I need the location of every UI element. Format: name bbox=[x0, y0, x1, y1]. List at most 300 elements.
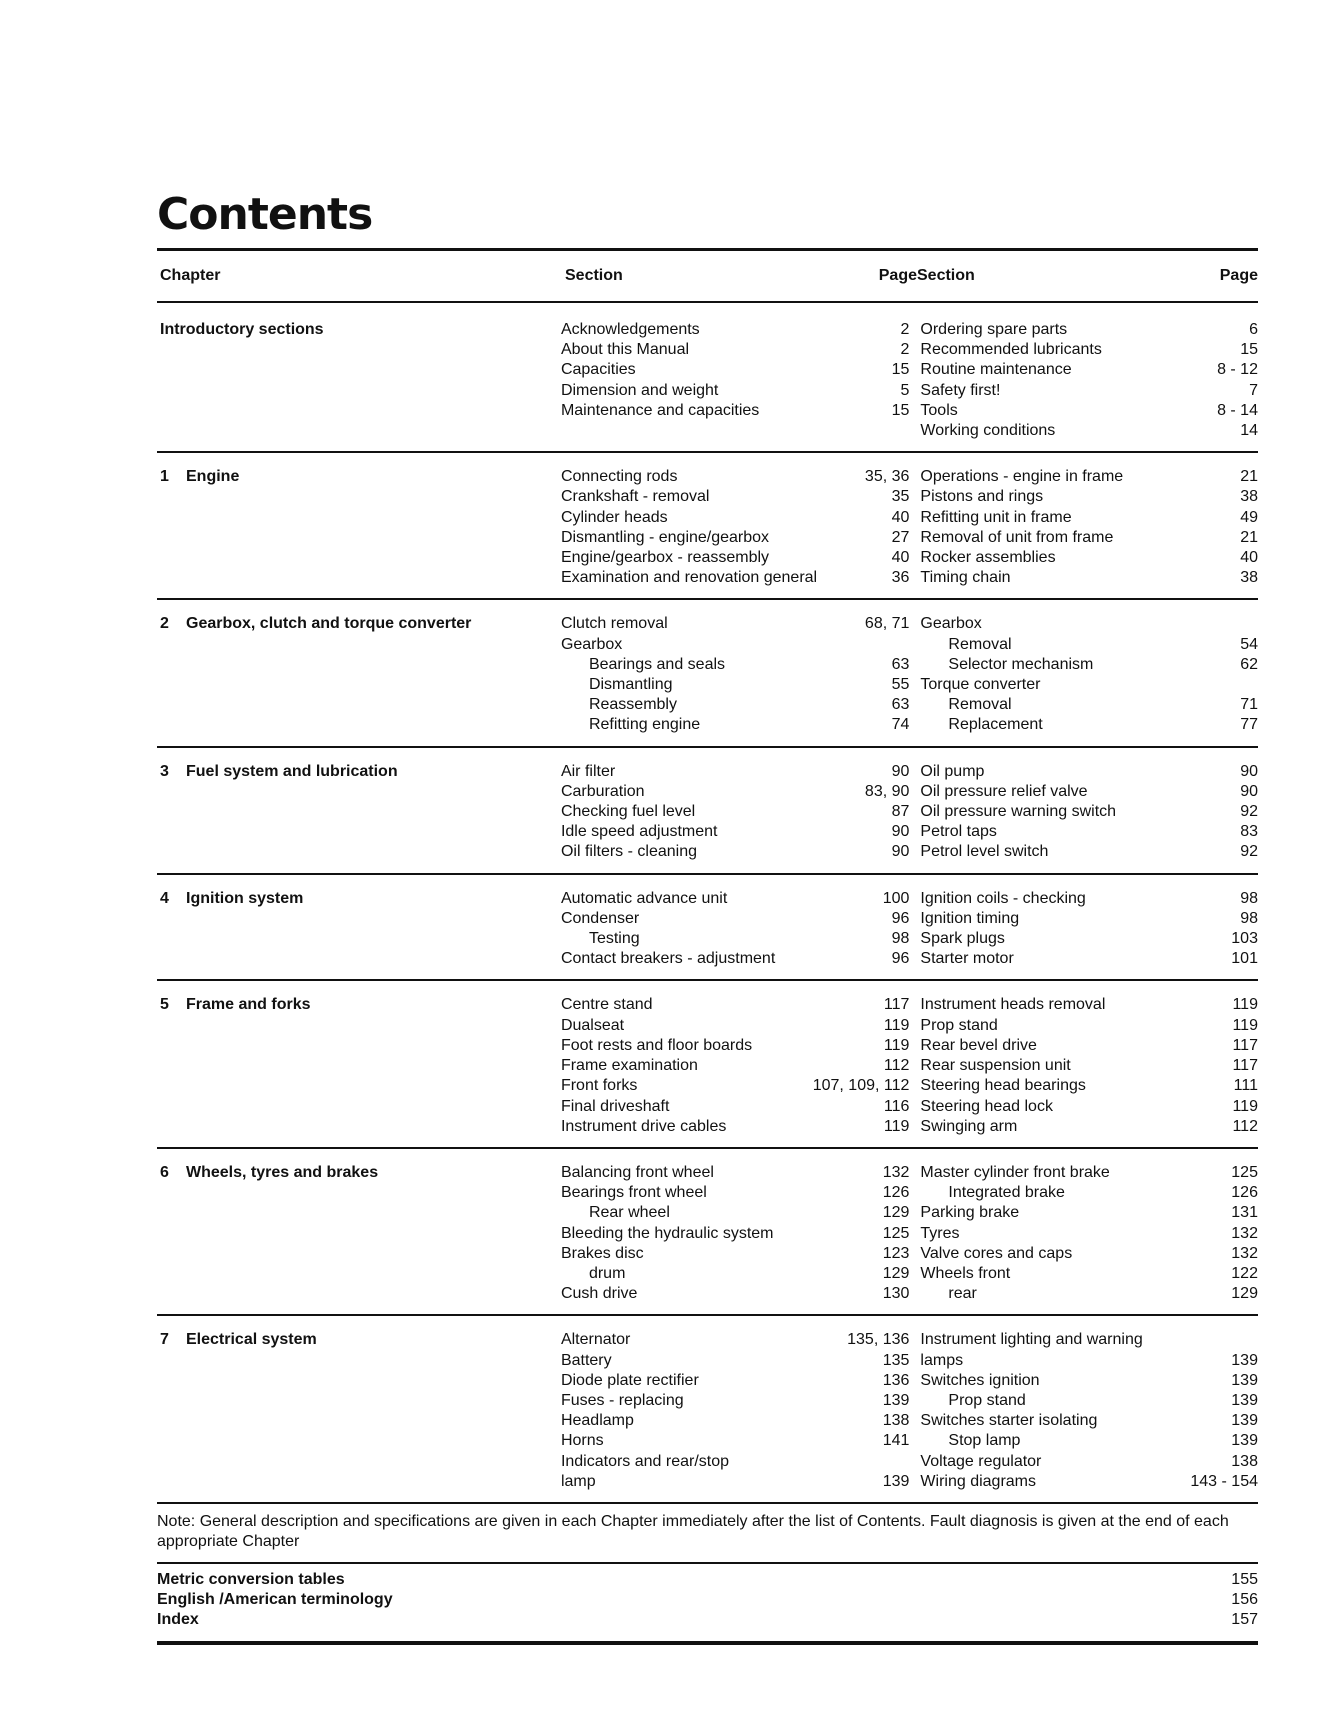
toc-entry[interactable] bbox=[561, 655, 909, 675]
entry-page: 98 bbox=[1240, 909, 1258, 927]
entry-label: Removal bbox=[948, 635, 1012, 653]
toc-entry[interactable] bbox=[920, 889, 1258, 909]
section-list-left bbox=[561, 320, 909, 441]
entry-page: 21 bbox=[1240, 468, 1258, 486]
entry-label: Battery bbox=[560, 1351, 612, 1369]
entry-page: 8 - 12 bbox=[1217, 361, 1258, 379]
entry-page: 49 bbox=[1240, 508, 1258, 526]
entry-label: Petrol taps bbox=[920, 823, 997, 841]
entry-label: Gearbox bbox=[560, 635, 623, 653]
chapter-section bbox=[157, 875, 1258, 982]
entry-label: Capacities bbox=[560, 361, 636, 379]
entry-label: Cush drive bbox=[560, 1285, 638, 1303]
entry-page: 132 bbox=[1231, 1244, 1258, 1262]
entry-page: 135, 136 bbox=[847, 1331, 910, 1349]
entry-label: Rear suspension unit bbox=[920, 1057, 1071, 1075]
entry-label: rear bbox=[948, 1285, 977, 1303]
entry-label: Operations - engine in frame bbox=[920, 468, 1124, 486]
toc-entry[interactable] bbox=[561, 487, 909, 507]
entry-page: 116 bbox=[883, 1097, 910, 1115]
entry-page: 5 bbox=[900, 381, 910, 399]
entry-page: 135 bbox=[882, 1351, 910, 1369]
chapter-section bbox=[157, 1149, 1258, 1316]
toc-entry[interactable] bbox=[920, 949, 1258, 969]
toc-entry[interactable] bbox=[561, 762, 909, 782]
toc-entry[interactable] bbox=[920, 1036, 1258, 1056]
toc-entry[interactable] bbox=[920, 548, 1258, 568]
entry-label: About this Manual bbox=[560, 341, 690, 359]
toc-entry[interactable] bbox=[920, 1452, 1258, 1472]
toc-entry[interactable] bbox=[561, 528, 909, 548]
toc-entry[interactable] bbox=[561, 614, 909, 634]
entry-label: Parking brake bbox=[920, 1204, 1020, 1222]
entry-page: 111 bbox=[1233, 1077, 1258, 1095]
chapter-name: Wheels, tyres and brakes bbox=[186, 1163, 379, 1181]
toc-entry[interactable] bbox=[920, 1472, 1258, 1492]
chapter-title bbox=[157, 1163, 561, 1304]
toc-entry[interactable] bbox=[920, 1330, 1258, 1350]
section-list-right bbox=[909, 995, 1258, 1136]
toc-entry[interactable] bbox=[561, 1244, 909, 1264]
entry-label: Dimension and weight bbox=[560, 381, 719, 399]
appendix-label: Metric conversion tables bbox=[157, 1570, 345, 1588]
toc-entry[interactable] bbox=[920, 929, 1258, 949]
entry-page: 8 - 14 bbox=[1217, 401, 1258, 419]
toc-entry[interactable] bbox=[920, 1391, 1258, 1411]
entry-label: Final driveshaft bbox=[560, 1097, 670, 1115]
entry-page: 129 bbox=[1231, 1285, 1258, 1303]
entry-page: 112 bbox=[883, 1057, 910, 1075]
toc-entry[interactable] bbox=[920, 802, 1258, 822]
toc-entry[interactable] bbox=[561, 360, 909, 380]
entry-page: 71 bbox=[1240, 696, 1258, 714]
entry-page: 138 bbox=[1231, 1452, 1258, 1470]
entry-label: Removal bbox=[948, 696, 1012, 714]
header-section-left: Section bbox=[565, 267, 623, 284]
entry-page: 35 bbox=[891, 488, 910, 506]
toc-entry[interactable] bbox=[561, 1431, 909, 1451]
entry-label: Recommended lubricants bbox=[920, 341, 1102, 359]
toc-entry[interactable] bbox=[920, 995, 1258, 1015]
toc-entry[interactable] bbox=[920, 655, 1258, 675]
entry-label: Voltage regulator bbox=[920, 1452, 1042, 1470]
entry-page: 107, 109, 112 bbox=[812, 1077, 910, 1095]
entry-page: 123 bbox=[882, 1244, 910, 1262]
section-list-right bbox=[909, 762, 1258, 863]
toc-entry[interactable] bbox=[920, 528, 1258, 548]
entry-page: 92 bbox=[1240, 843, 1258, 861]
entry-page: 68, 71 bbox=[864, 615, 910, 633]
toc-entry[interactable] bbox=[920, 381, 1258, 401]
entry-page: 87 bbox=[891, 803, 910, 821]
entry-label: Maintenance and capacities bbox=[560, 401, 760, 419]
appendix-entry[interactable] bbox=[157, 1590, 1258, 1610]
entry-label: Engine/gearbox - reassembly bbox=[560, 549, 770, 567]
chapter-title bbox=[157, 995, 561, 1136]
toc-entry[interactable] bbox=[920, 1076, 1258, 1096]
toc-entry[interactable] bbox=[561, 1117, 909, 1137]
entry-label: Balancing front wheel bbox=[560, 1163, 714, 1181]
section-list-left bbox=[561, 1163, 909, 1304]
entry-label: Bleeding the hydraulic system bbox=[560, 1224, 774, 1242]
toc-entry[interactable] bbox=[561, 1183, 909, 1203]
entry-label: Alternator bbox=[560, 1331, 631, 1349]
entry-label: Acknowledgements bbox=[560, 321, 700, 338]
toc-entry[interactable] bbox=[561, 909, 909, 929]
entry-label: Working conditions bbox=[920, 422, 1056, 440]
entry-page: 138 bbox=[882, 1412, 910, 1430]
toc-entry[interactable] bbox=[920, 1264, 1258, 1284]
toc-entry[interactable] bbox=[561, 568, 909, 588]
toc-entry[interactable] bbox=[920, 715, 1258, 735]
toc-entry[interactable] bbox=[920, 320, 1258, 340]
entry-label: Steering head lock bbox=[920, 1097, 1053, 1115]
appendix-page: 156 bbox=[1231, 1591, 1258, 1609]
entry-page: 63 bbox=[891, 696, 910, 714]
entry-page: 38 bbox=[1240, 569, 1258, 587]
entry-label: Timing chain bbox=[920, 569, 1011, 587]
toc-entry[interactable] bbox=[920, 1016, 1258, 1036]
toc-entry[interactable] bbox=[561, 1371, 909, 1391]
entry-page: 14 bbox=[1240, 422, 1258, 440]
toc-entry[interactable] bbox=[561, 995, 909, 1015]
entry-label: lamps bbox=[920, 1351, 964, 1369]
toc-entry[interactable] bbox=[561, 1036, 909, 1056]
entry-label: Cylinder heads bbox=[560, 508, 668, 526]
entry-label: Master cylinder front brake bbox=[920, 1163, 1110, 1181]
entry-page: 90 bbox=[891, 823, 910, 841]
toc-entry[interactable] bbox=[561, 1056, 909, 1076]
entry-label: Oil filters - cleaning bbox=[560, 843, 697, 861]
entry-page: 90 bbox=[891, 843, 910, 861]
entry-label: Clutch removal bbox=[560, 615, 668, 633]
toc-entry[interactable] bbox=[561, 1411, 909, 1431]
chapter-title bbox=[157, 1330, 561, 1492]
toc-entry[interactable] bbox=[920, 675, 1258, 695]
appendix-label: Index bbox=[157, 1611, 199, 1629]
chapter-section bbox=[157, 981, 1258, 1148]
section-list-right bbox=[909, 1163, 1258, 1304]
entry-page: 98 bbox=[1240, 889, 1258, 907]
entry-page: 119 bbox=[1232, 996, 1258, 1014]
toc-entry[interactable] bbox=[920, 822, 1258, 842]
toc-entry[interactable] bbox=[920, 421, 1258, 441]
entry-label: Starter motor bbox=[920, 950, 1014, 968]
entry-page: 15 bbox=[1240, 341, 1258, 359]
entry-label: Rear wheel bbox=[588, 1204, 670, 1222]
entry-label: Switches ignition bbox=[920, 1371, 1040, 1389]
toc-entry[interactable] bbox=[920, 1244, 1258, 1264]
entry-label: Connecting rods bbox=[560, 468, 678, 486]
toc-entry[interactable] bbox=[561, 889, 909, 909]
entry-page: 119 bbox=[1232, 1097, 1258, 1115]
entry-label: Contact breakers - adjustment bbox=[560, 950, 776, 968]
toc-entry[interactable] bbox=[561, 467, 909, 487]
toc-entry[interactable] bbox=[920, 467, 1258, 487]
entry-label: Stop lamp bbox=[948, 1432, 1021, 1450]
entry-label: Oil pressure warning switch bbox=[920, 803, 1117, 821]
toc-entry[interactable] bbox=[920, 401, 1258, 421]
entry-page: 139 bbox=[1231, 1412, 1258, 1430]
entry-page: 92 bbox=[1240, 803, 1258, 821]
entry-page: 103 bbox=[1231, 930, 1258, 948]
toc-entry[interactable] bbox=[561, 822, 909, 842]
entry-label: Crankshaft - removal bbox=[560, 488, 710, 506]
entry-page: 126 bbox=[1231, 1184, 1258, 1202]
entry-label: Spark plugs bbox=[920, 930, 1005, 948]
entry-page: 139 bbox=[1231, 1371, 1258, 1389]
entry-label: Swinging arm bbox=[920, 1117, 1018, 1135]
appendix-list bbox=[157, 1564, 1258, 1641]
entry-label: Oil pressure relief valve bbox=[920, 782, 1088, 800]
toc-entry[interactable] bbox=[920, 1351, 1258, 1371]
entry-page: 7 bbox=[1249, 381, 1258, 399]
entry-page: 117 bbox=[1232, 1057, 1258, 1075]
toc-entry[interactable] bbox=[920, 360, 1258, 380]
section-list-right bbox=[909, 1330, 1258, 1492]
entry-page: 40 bbox=[891, 549, 910, 567]
toc-entry[interactable] bbox=[561, 802, 909, 822]
entry-page: 54 bbox=[1240, 635, 1258, 653]
appendix-page: 155 bbox=[1231, 1570, 1258, 1588]
toc-entry[interactable] bbox=[561, 508, 909, 528]
entry-page: 143 - 154 bbox=[1190, 1472, 1258, 1490]
entry-page: 27 bbox=[891, 528, 910, 546]
bottom-rule bbox=[157, 1641, 1258, 1645]
entry-label: Dismantling - engine/gearbox bbox=[560, 528, 770, 546]
entry-label: Reassembly bbox=[588, 696, 677, 714]
entry-label: Selector mechanism bbox=[948, 655, 1094, 673]
toc-entry[interactable] bbox=[561, 929, 909, 949]
chapter-title bbox=[157, 762, 561, 863]
toc-entry[interactable] bbox=[561, 695, 909, 715]
entry-page: 83 bbox=[1240, 823, 1258, 841]
toc-entry[interactable] bbox=[920, 1097, 1258, 1117]
section-list-left bbox=[561, 614, 909, 735]
entry-page: 139 bbox=[882, 1472, 910, 1490]
toc-entry[interactable] bbox=[561, 1076, 909, 1096]
toc-entry[interactable] bbox=[920, 635, 1258, 655]
toc-entry[interactable] bbox=[920, 1284, 1258, 1304]
entry-label: Petrol level switch bbox=[920, 843, 1049, 861]
toc-entry[interactable] bbox=[920, 1163, 1258, 1183]
section-list-right bbox=[909, 889, 1258, 970]
entry-label: Horns bbox=[560, 1432, 604, 1450]
entry-label: Ignition timing bbox=[920, 909, 1020, 927]
entry-page: 139 bbox=[1231, 1432, 1258, 1450]
entry-label: Gearbox bbox=[920, 615, 982, 633]
toc-entry[interactable] bbox=[920, 842, 1258, 862]
toc-entry[interactable] bbox=[920, 568, 1258, 588]
entry-label: Tyres bbox=[920, 1224, 960, 1242]
appendix-entry[interactable] bbox=[157, 1570, 1258, 1590]
toc-entry[interactable] bbox=[561, 548, 909, 568]
toc-entry[interactable] bbox=[920, 614, 1258, 634]
entry-label: Carburation bbox=[560, 782, 645, 800]
toc-entry[interactable] bbox=[920, 782, 1258, 802]
entry-page: 125 bbox=[882, 1224, 910, 1242]
toc-entry[interactable] bbox=[561, 635, 909, 655]
entry-page: 129 bbox=[882, 1204, 910, 1222]
toc-entry[interactable] bbox=[561, 842, 909, 862]
toc-entry[interactable] bbox=[920, 1431, 1258, 1451]
entry-page: 141 bbox=[882, 1432, 910, 1450]
toc-entry[interactable] bbox=[561, 1391, 909, 1411]
entry-label: Ignition coils - checking bbox=[920, 889, 1086, 907]
entry-page: 129 bbox=[882, 1264, 910, 1282]
entry-label: Testing bbox=[588, 930, 640, 948]
entry-label: Wheels front bbox=[920, 1264, 1011, 1282]
entry-label: Replacement bbox=[948, 716, 1043, 734]
entry-page: 101 bbox=[1231, 950, 1258, 968]
chapter-title bbox=[157, 320, 561, 441]
toc-entry[interactable] bbox=[561, 782, 909, 802]
header-chapter: Chapter bbox=[160, 267, 221, 284]
note-text: Note: General description and specifications are given in each Chapter immediately after the list of Contents. Fault diagnosis is given at the end of each appropriate Chapter bbox=[157, 1512, 1229, 1550]
entry-page: 112 bbox=[1232, 1117, 1258, 1135]
entry-page: 38 bbox=[1240, 488, 1258, 506]
toc-entry[interactable] bbox=[920, 1183, 1258, 1203]
entry-page: 139 bbox=[1231, 1351, 1258, 1369]
entry-page: 96 bbox=[891, 909, 910, 927]
entry-label: Removal of unit from frame bbox=[920, 528, 1114, 546]
toc-entry[interactable] bbox=[920, 340, 1258, 360]
toc-entry[interactable] bbox=[561, 1163, 909, 1183]
toc-entry[interactable] bbox=[920, 1411, 1258, 1431]
appendix-entry[interactable] bbox=[157, 1610, 1258, 1630]
toc-entry[interactable] bbox=[561, 401, 909, 421]
toc-entry[interactable] bbox=[920, 695, 1258, 715]
toc-entry[interactable] bbox=[920, 508, 1258, 528]
sections-list bbox=[157, 303, 1258, 1504]
chapter-number: 2 bbox=[160, 615, 169, 633]
entry-label: Fuses - replacing bbox=[560, 1391, 684, 1409]
toc-entry[interactable] bbox=[561, 1330, 909, 1350]
chapter-title bbox=[157, 614, 561, 735]
entry-label: Refitting engine bbox=[588, 716, 701, 734]
toc-entry[interactable] bbox=[561, 715, 909, 735]
toc-entry[interactable] bbox=[561, 320, 909, 340]
entry-page: 63 bbox=[891, 655, 910, 673]
entry-label: Bearings and seals bbox=[588, 655, 726, 673]
entry-page: 35, 36 bbox=[864, 468, 910, 486]
entry-page: 83, 90 bbox=[864, 782, 910, 800]
entry-page: 119 bbox=[883, 1117, 910, 1135]
entry-label: Front forks bbox=[560, 1077, 638, 1095]
entry-page: 130 bbox=[882, 1285, 910, 1303]
chapter-section bbox=[157, 453, 1258, 600]
toc-entry[interactable] bbox=[561, 1224, 909, 1244]
toc-entry[interactable] bbox=[561, 675, 909, 695]
toc-entry[interactable] bbox=[920, 1203, 1258, 1223]
entry-page: 36 bbox=[891, 569, 910, 587]
toc-entry[interactable] bbox=[920, 1056, 1258, 1076]
entry-label: Condenser bbox=[560, 909, 640, 927]
chapter-name: Fuel system and lubrication bbox=[186, 762, 398, 780]
entry-label: Rear bevel drive bbox=[920, 1036, 1037, 1054]
entry-label: Wiring diagrams bbox=[920, 1472, 1036, 1490]
entry-label: Tools bbox=[920, 401, 958, 419]
toc-entry[interactable] bbox=[561, 1452, 909, 1472]
section-list-left bbox=[561, 762, 909, 863]
entry-page: 117 bbox=[883, 996, 910, 1014]
appendix-label: English /American terminology bbox=[157, 1591, 393, 1609]
entry-page: 90 bbox=[1240, 782, 1258, 800]
chapter-name: Engine bbox=[186, 468, 240, 486]
entry-page: 119 bbox=[883, 1016, 910, 1034]
toc-entry[interactable] bbox=[561, 949, 909, 969]
chapter-number: 6 bbox=[160, 1163, 169, 1181]
toc-entry[interactable] bbox=[561, 1016, 909, 1036]
entry-page: 126 bbox=[882, 1184, 910, 1202]
section-list-left bbox=[561, 467, 909, 588]
toc-entry[interactable] bbox=[561, 1284, 909, 1304]
toc-entry[interactable] bbox=[920, 762, 1258, 782]
toc-entry[interactable] bbox=[561, 381, 909, 401]
chapter-name: Ignition system bbox=[186, 889, 304, 907]
entry-label: Prop stand bbox=[920, 1016, 998, 1034]
entry-label: Bearings front wheel bbox=[560, 1184, 707, 1202]
toc-entry[interactable] bbox=[920, 1117, 1258, 1137]
entry-label: Headlamp bbox=[560, 1412, 634, 1430]
toc-entry[interactable] bbox=[920, 909, 1258, 929]
entry-label: Valve cores and caps bbox=[920, 1244, 1073, 1262]
entry-label: Air filter bbox=[560, 762, 616, 780]
entry-label: Dualseat bbox=[560, 1016, 625, 1034]
header-section-right: Section bbox=[917, 267, 975, 284]
toc-entry[interactable] bbox=[920, 1371, 1258, 1391]
chapter-number: 4 bbox=[160, 889, 169, 907]
chapter-number: 5 bbox=[160, 996, 169, 1014]
entry-label: Instrument drive cables bbox=[560, 1117, 727, 1135]
section-list-left bbox=[561, 1330, 909, 1492]
entry-label: Torque converter bbox=[920, 676, 1041, 694]
chapter-number: 7 bbox=[160, 1331, 169, 1349]
entry-label: Oil pump bbox=[920, 762, 985, 780]
entry-page: 139 bbox=[882, 1391, 910, 1409]
header-page-left: Page bbox=[878, 267, 917, 284]
entry-label: Frame examination bbox=[560, 1057, 698, 1075]
entry-page: 15 bbox=[891, 401, 910, 419]
chapter-number: 1 bbox=[160, 468, 169, 486]
toc-entry[interactable] bbox=[561, 1203, 909, 1223]
entry-label: Examination and renovation general bbox=[560, 569, 818, 587]
toc-entry[interactable] bbox=[920, 487, 1258, 507]
entry-page: 131 bbox=[1231, 1204, 1258, 1222]
toc-entry[interactable] bbox=[561, 1472, 909, 1492]
toc-entry[interactable] bbox=[561, 340, 909, 360]
entry-label: Pistons and rings bbox=[920, 488, 1044, 506]
entry-label: Integrated brake bbox=[948, 1184, 1065, 1202]
toc-entry[interactable] bbox=[561, 1264, 909, 1284]
entry-page: 77 bbox=[1240, 716, 1258, 734]
column-header-row bbox=[157, 251, 1258, 301]
entry-page: 100 bbox=[882, 889, 910, 907]
toc-entry[interactable] bbox=[920, 1224, 1258, 1244]
chapter-number: 3 bbox=[160, 762, 169, 780]
chapter-title bbox=[157, 889, 561, 970]
toc-entry[interactable] bbox=[561, 1351, 909, 1371]
entry-page: 132 bbox=[1231, 1224, 1258, 1242]
toc-entry[interactable] bbox=[561, 1097, 909, 1117]
header-page-right: Page bbox=[1219, 267, 1258, 284]
chapter-name: Frame and forks bbox=[186, 996, 311, 1014]
chapter-name: Electrical system bbox=[186, 1331, 317, 1349]
chapter-title bbox=[157, 467, 561, 588]
chapter-section bbox=[157, 1316, 1258, 1504]
entry-page: 40 bbox=[891, 508, 910, 526]
appendix-page: 157 bbox=[1231, 1611, 1258, 1629]
